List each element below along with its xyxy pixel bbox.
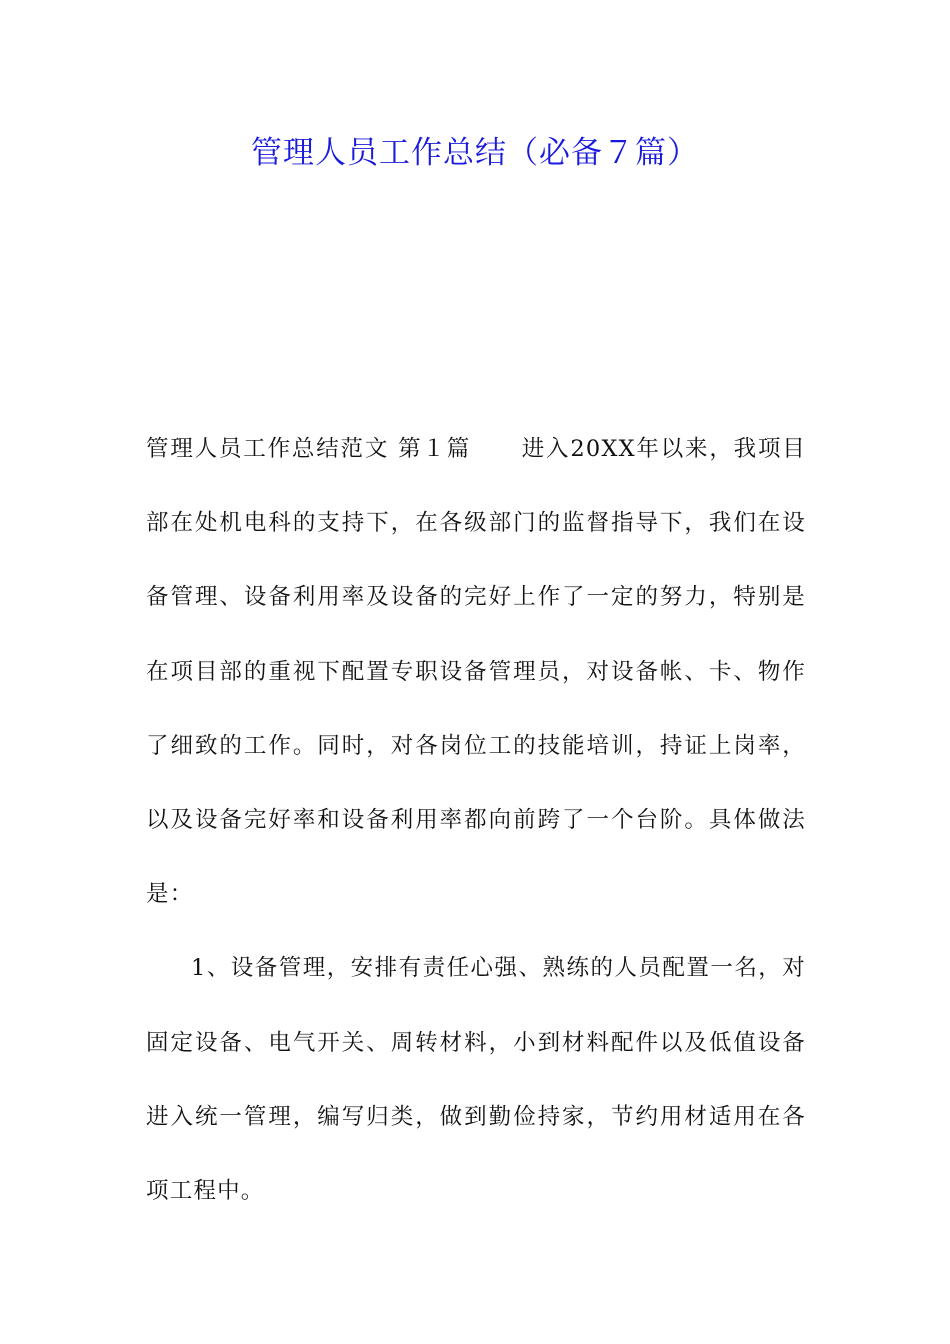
paragraph-2: 1、设备管理，安排有责任心强、熟练的人员配置一名，对固定设备、电气开关、周转材料，小到材料配件以及低值设备进入统一管理，编写归类，做到勤俭持家，节约用材适用在各项工程中。 — [146, 955, 806, 1205]
document-title: 管理人员工作总结（必备７篇） — [251, 135, 699, 171]
paragraph-1 — [146, 412, 806, 931]
document-body — [146, 412, 806, 1228]
paragraph-1-text: 进入20XX年以来，我项目部在处机电科的支持下，在各级部门的监督指导下，我们在设备管理、设备利用率及设备的完好上作了一定的努力，特别是在项目部的重视下配置专职设备管理员，对设备帐、卡、物作了细致的工作。同时，对各岗位工的技能培训，持证上岗率，以及设备完好率和设备利用率都向前跨了一个台阶。具体做法是： — [146, 436, 806, 908]
section-heading: 管理人员工作总结范文 第１篇 — [146, 436, 472, 462]
